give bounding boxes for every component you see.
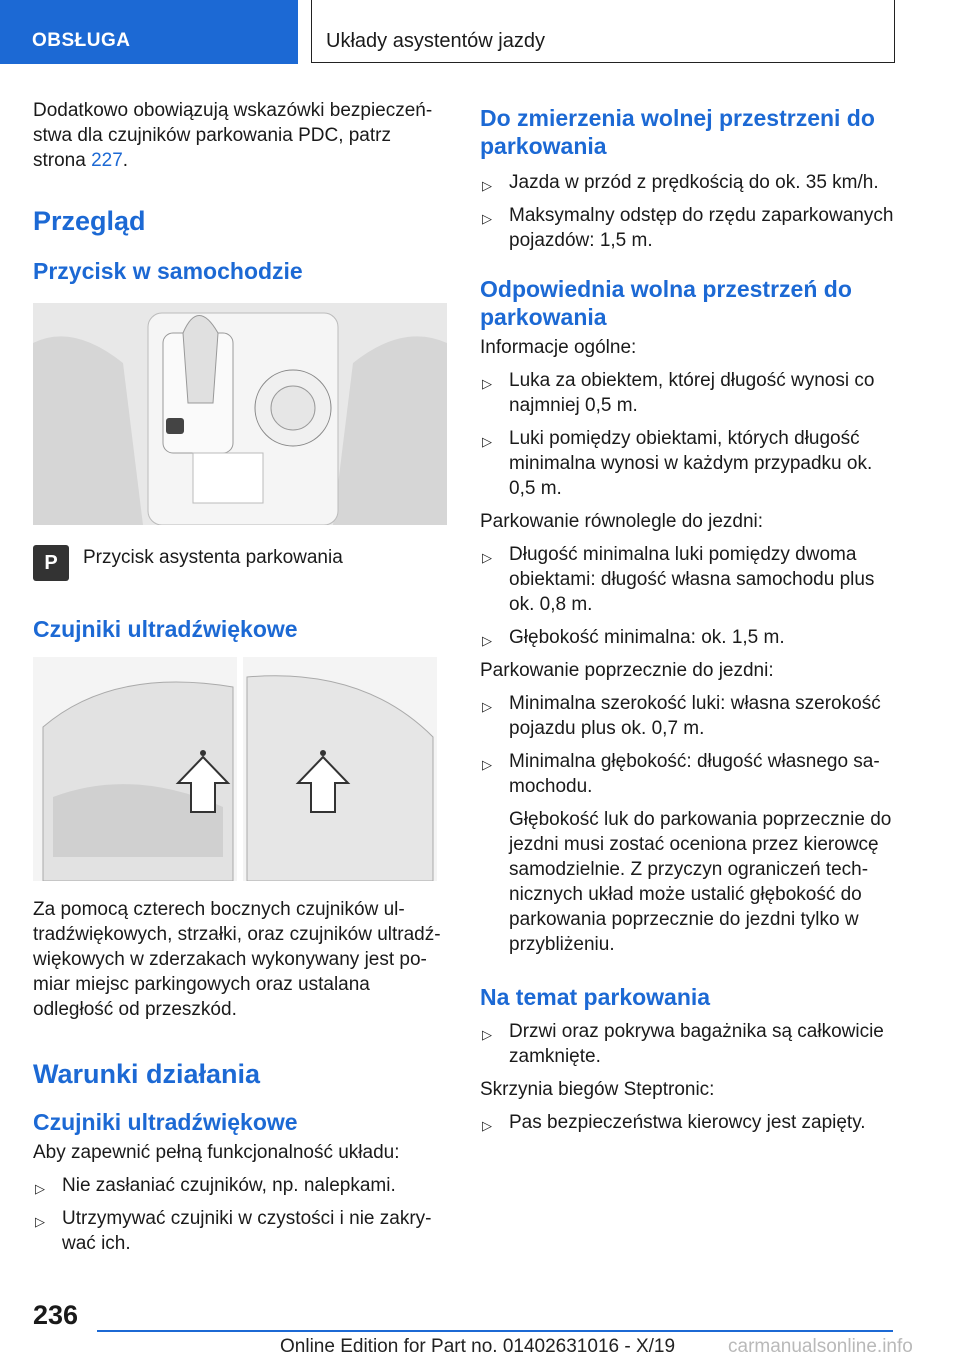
heading-button: Przycisk w samochodzie: [33, 258, 303, 284]
triangle-right-icon: ▷: [482, 699, 492, 714]
heading-conditions: Warunki działania: [33, 1059, 261, 1089]
heading-sensors-2: Czujniki ultradźwiękowe: [33, 1109, 298, 1135]
list-item: ▷ Luki pomiędzy obiektami, których długość minimalna wynosi w każdym przypadku ok. 0,5 m.: [482, 428, 873, 499]
pdc-button-row: [33, 541, 449, 585]
triangle-right-icon: ▷: [482, 178, 492, 193]
list-item: ▷ Minimalna głębokość: długość własnego sa-mochodu.: [482, 751, 880, 797]
sensor-photo: [33, 657, 437, 881]
page-number: 236: [33, 1300, 79, 1330]
sensor-illustration: [33, 657, 437, 881]
heading-measure: Do zmierzenia wolnej przestrzeni do parkowania: [480, 105, 875, 159]
list-item: ▷ Nie zasłaniać czujników, np. nalepkami.: [33, 1173, 449, 1198]
list-item: ▷ Głębokość minimalna: ok. 1,5 m.: [480, 625, 900, 650]
triangle-right-icon: ▷: [482, 434, 492, 449]
chapter-box: [311, 0, 895, 63]
heading-sensors: Czujniki ultradźwiękowe: [33, 616, 298, 642]
parallel-label: Parkowanie równolegle do jezdni:: [480, 511, 764, 532]
sensors-paragraph: Za pomocą czterech bocznych czujników ul-tradźwiękowych, strzałki, oraz czujników ultradź-więkowych w zderzakach wykonywany jest po-miar miejsc parkingowych oraz ustalana odległość od przeszkód.: [33, 899, 441, 1020]
list-item: ▷ Maksymalny odstęp do rzędu zaparkowanych pojazdów: 1,5 m.: [482, 205, 894, 251]
list-item: ▷ Utrzymywać czujniki w czystości i nie zakry-wać ich.: [35, 1208, 432, 1254]
perp-label: Parkowanie poprzecznie do jezdni:: [480, 660, 774, 681]
triangle-right-icon: ▷: [482, 376, 492, 391]
heading-about: Na temat parkowania: [480, 984, 711, 1010]
perp-note: Głębokość luk do parkowania poprzecznie do jezdni musi zostać oceniona przez kierowcę samodzielnie. Z przyczyn ograniczeń tech-nicznych układ może ustalić głębokość do parkowania poprzecznie do jezdni tylko w przybliżeniu.: [509, 809, 892, 955]
chapter-title: Układy asystentów jazdy: [326, 30, 545, 52]
triangle-right-icon: ▷: [482, 1118, 492, 1133]
triangle-right-icon: ▷: [482, 550, 492, 565]
parking-assistant-icon: P: [33, 545, 69, 581]
sensors2-paragraph: Aby zapewnić pełną funkcjonalność układu:: [33, 1142, 400, 1163]
list-item: ▷ Drzwi oraz pokrywa bagażnika są całkowicie zamknięte.: [482, 1021, 884, 1067]
heading-space: Odpowiednia wolna przestrzeń do parkowania: [480, 276, 852, 330]
list-item: ▷ Jazda w przód z prędkością do ok. 35 km/h.: [480, 170, 900, 195]
triangle-right-icon: ▷: [35, 1181, 45, 1196]
console-photo: [33, 303, 447, 525]
section-tab: [0, 0, 298, 64]
right-column: [480, 104, 900, 1135]
intro-paragraph: Dodatkowo obowiązują wskazówki bezpieczeń-stwa dla czujników parkowania PDC, patrz strona 227.: [33, 100, 433, 171]
console-illustration: [33, 303, 447, 525]
heading-overview: Przegląd: [33, 206, 146, 236]
triangle-right-icon: ▷: [482, 757, 492, 772]
list-item: ▷ Pas bezpieczeństwa kierowcy jest zapięty.: [480, 1110, 900, 1135]
footer-divider: [97, 1330, 893, 1332]
page-ref-link[interactable]: 227: [91, 150, 123, 171]
watermark: carmanualsonline.info: [728, 1336, 913, 1357]
triangle-right-icon: ▷: [482, 1027, 492, 1042]
triangle-right-icon: ▷: [482, 211, 492, 226]
pdc-button-label: Przycisk asystenta parkowania: [83, 547, 343, 568]
left-column: [33, 98, 449, 1256]
list-item: ▷ Luka za obiektem, której długość wynosi co najmniej 0,5 m.: [482, 370, 875, 416]
general-label: Informacje ogólne:: [480, 337, 637, 358]
gearbox-label: Skrzynia biegów Steptronic:: [480, 1079, 715, 1100]
list-item: ▷ Długość minimalna luki pomiędzy dwoma obiektami: długość własna samochodu plus ok. 0,8 m.: [482, 544, 875, 615]
section-title: OBSŁUGA: [32, 30, 131, 51]
triangle-right-icon: ▷: [482, 633, 492, 648]
triangle-right-icon: ▷: [35, 1214, 45, 1229]
edition-text: Online Edition for Part no. 01402631016 - X/19: [280, 1336, 676, 1357]
list-item: ▷ Minimalna szerokość luki: własna szerokość pojazdu plus ok. 0,7 m.: [482, 693, 881, 739]
